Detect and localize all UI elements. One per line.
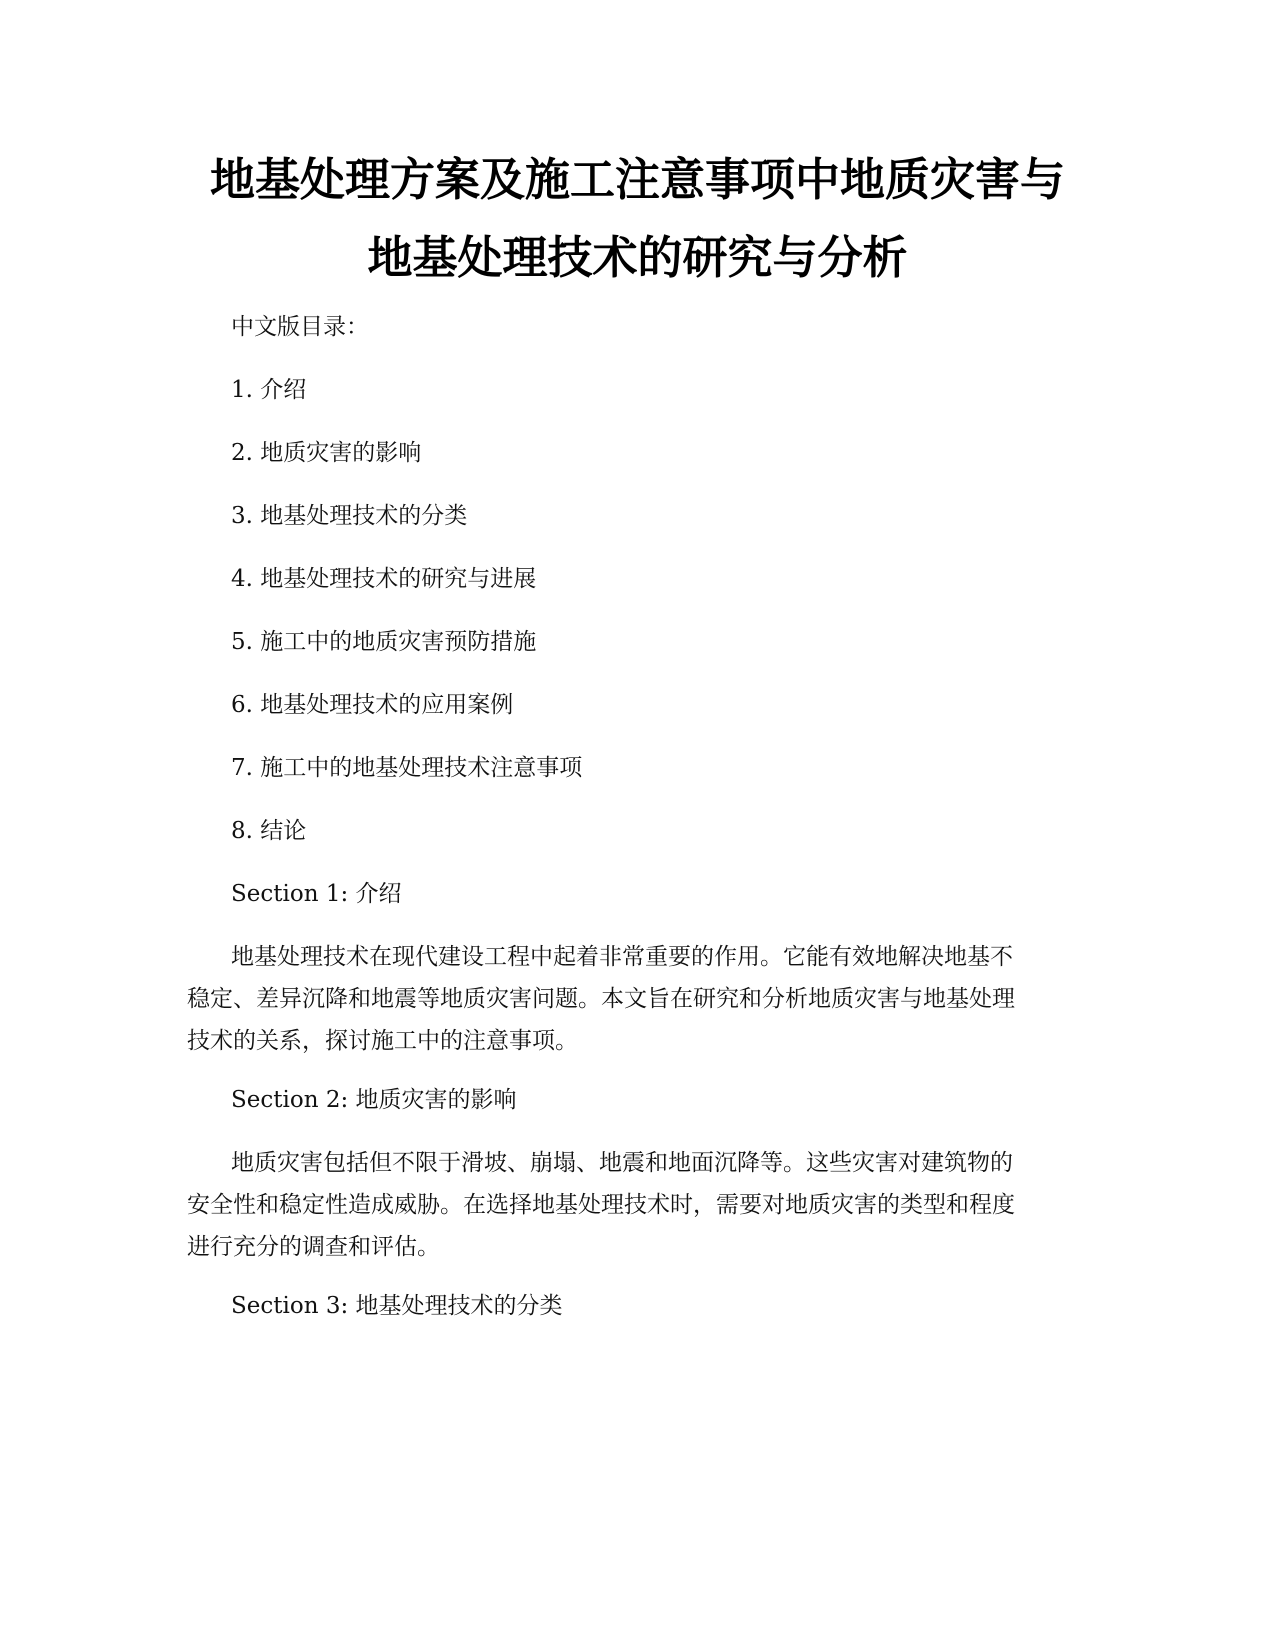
toc-item-2: 2. 地质灾害的影响 [231,440,422,466]
toc-item-6: 6. 地基处理技术的应用案例 [231,692,514,718]
paragraph-line: 稳定、差异沉降和地震等地质灾害问题。本文旨在研究和分析地质灾害与地基处理 [187,986,1015,1012]
paragraph-line: 技术的关系，探讨施工中的注意事项。 [187,1028,578,1054]
toc-item-7: 7. 施工中的地基处理技术注意事项 [231,755,583,781]
paragraph-line: 地质灾害包括但不限于滑坡、崩塌、地震和地面沉降等。这些灾害对建筑物的 [231,1150,1013,1176]
toc-item-8: 8. 结论 [231,818,307,844]
section-3-heading: Section 3: 地基处理技术的分类 [231,1293,563,1319]
paragraph-line: 地基处理技术在现代建设工程中起着非常重要的作用。它能有效地解决地基不 [231,944,1013,970]
toc-item-3: 3. 地基处理技术的分类 [231,503,468,529]
paragraph-line: 安全性和稳定性造成威胁。在选择地基处理技术时，需要对地质灾害的类型和程度 [187,1192,1015,1218]
section-1-heading: Section 1: 介绍 [231,881,402,907]
section-1-paragraph [187,936,1087,1062]
toc-heading: 中文版目录： [231,314,369,340]
toc-item-1: 1. 介绍 [231,377,307,403]
document-title-line-1: 地基处理方案及施工注意事项中地质灾害与 [209,153,1065,206]
paragraph-line: 进行充分的调查和评估。 [187,1234,440,1260]
section-2-paragraph [187,1142,1087,1268]
toc-item-5: 5. 施工中的地质灾害预防措施 [231,629,537,655]
document-title-line-2: 地基处理技术的研究与分析 [367,231,908,284]
section-2-heading: Section 2: 地质灾害的影响 [231,1087,517,1113]
toc-item-4: 4. 地基处理技术的研究与进展 [231,566,537,592]
